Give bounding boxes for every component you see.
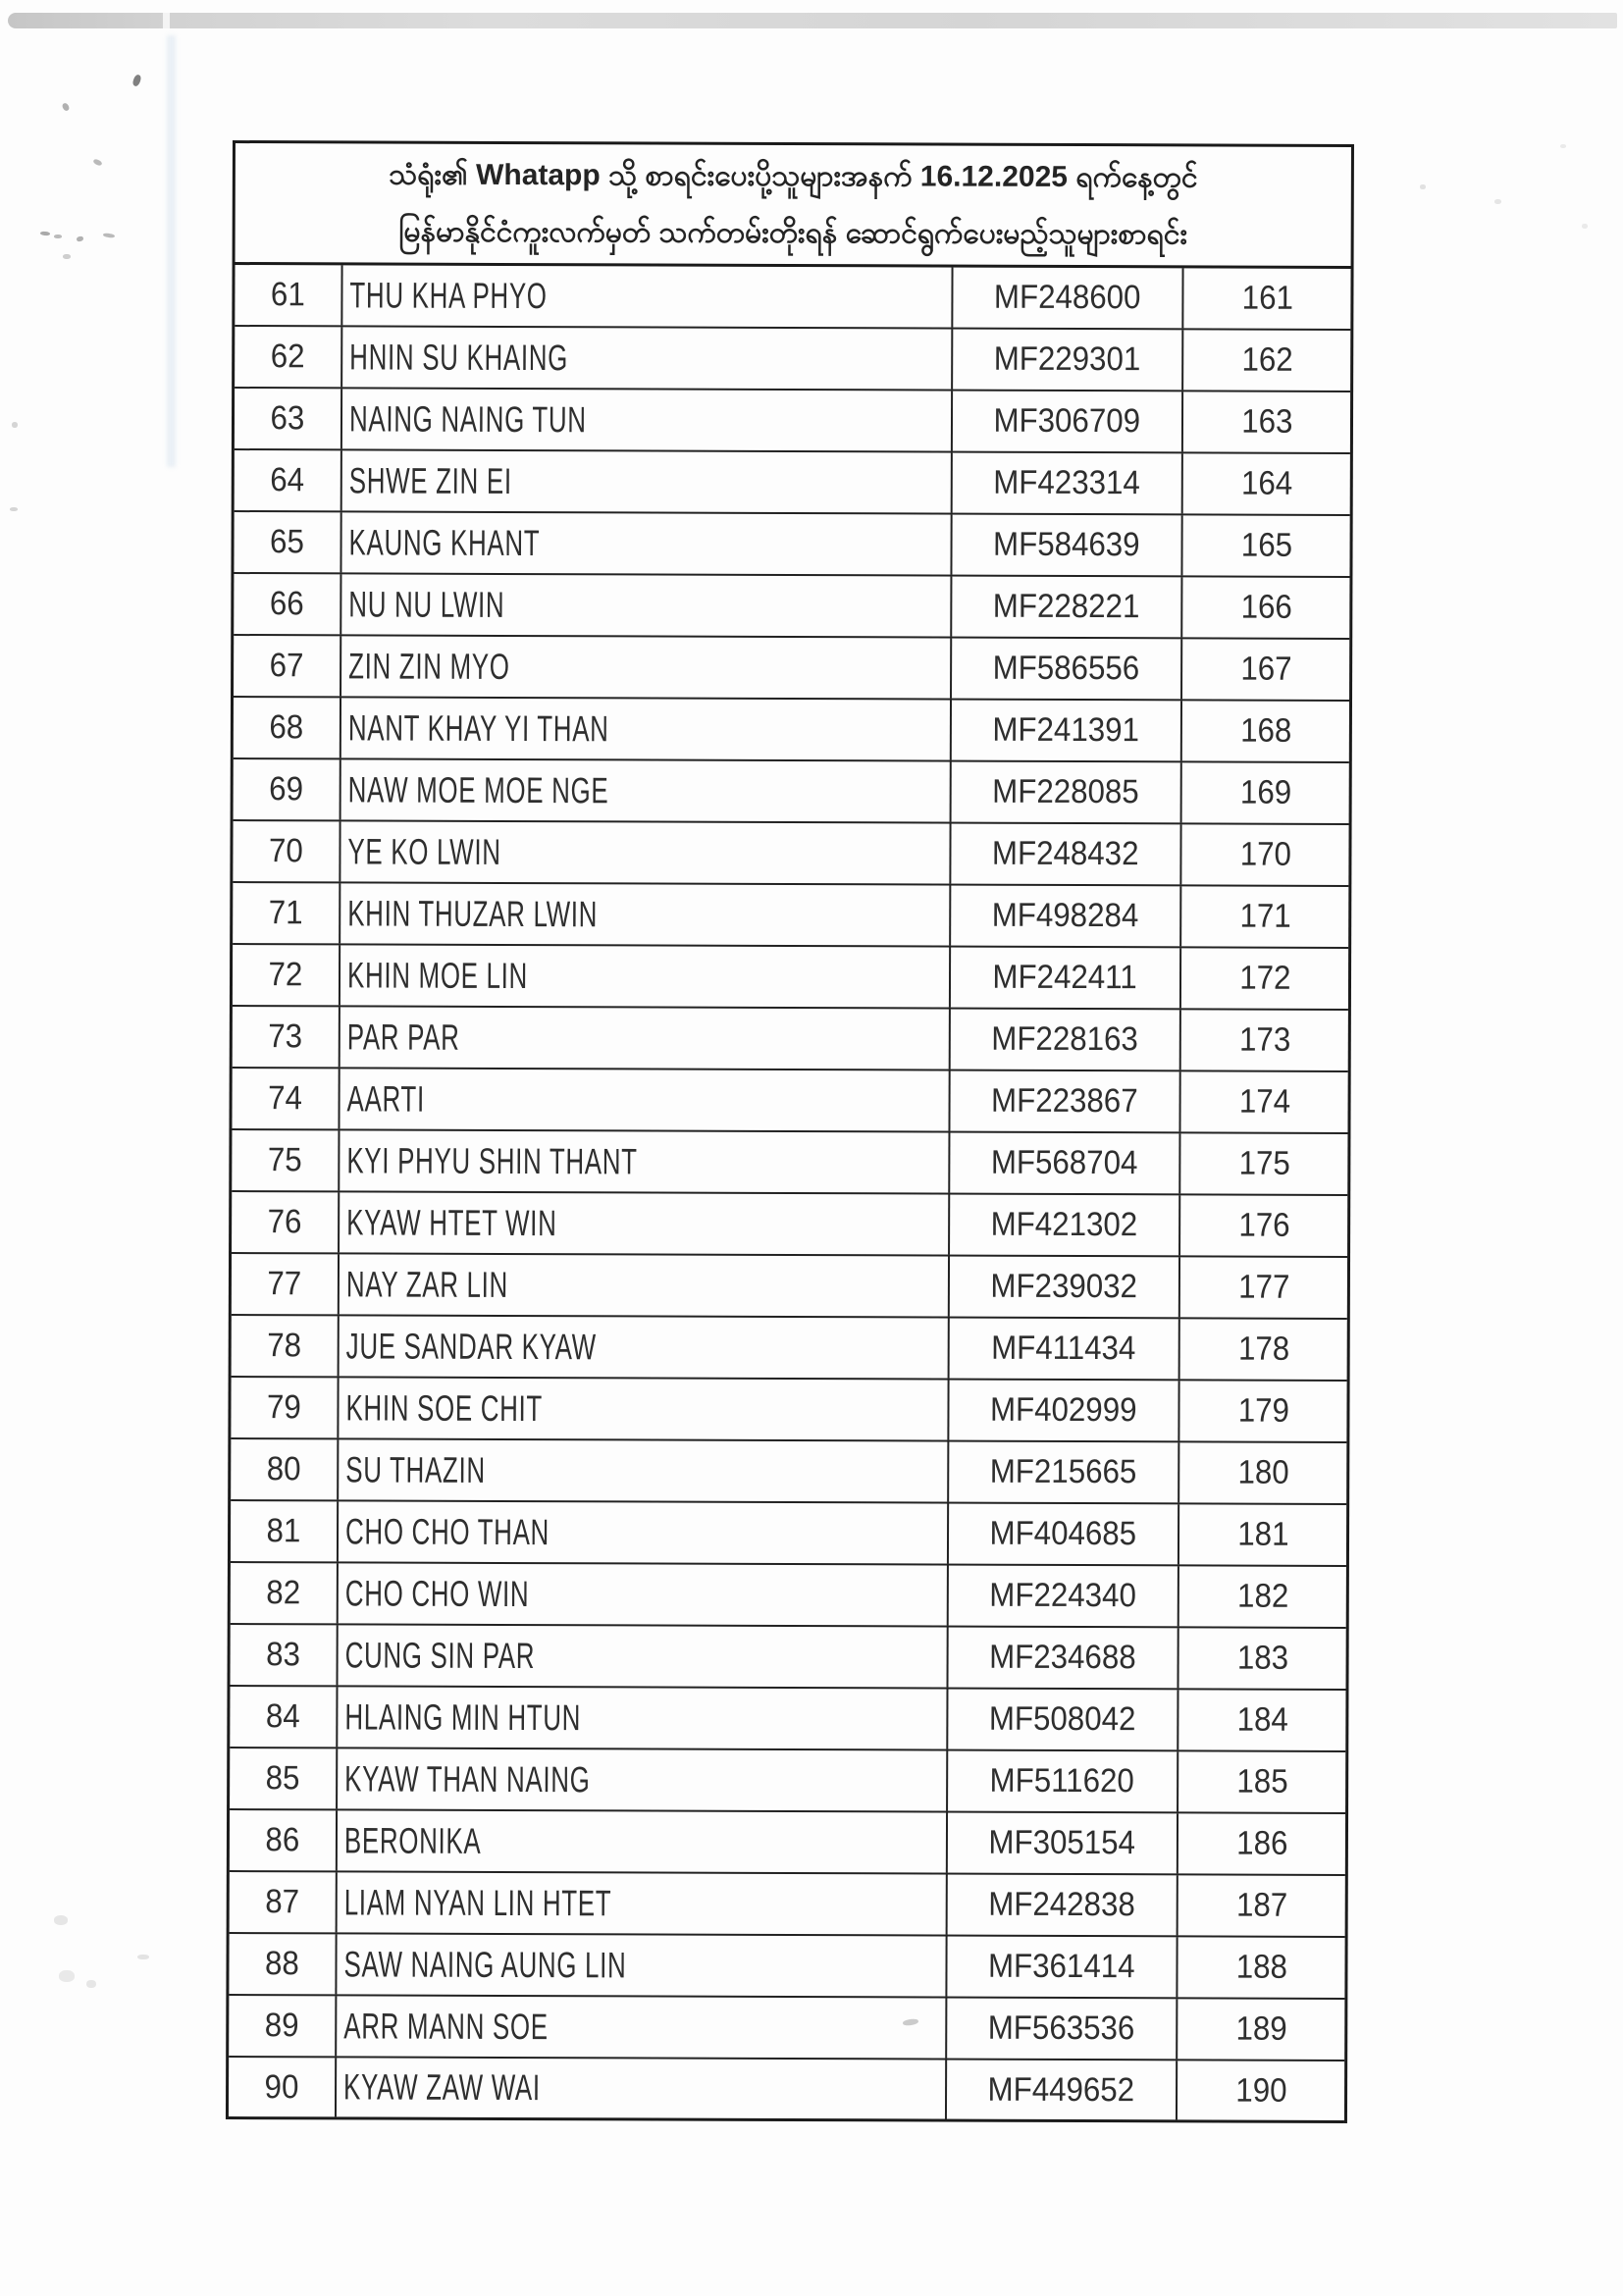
applicant-name: AARTI xyxy=(346,1077,425,1120)
sequence-number: 166 xyxy=(1240,588,1292,626)
applicant-name: KYAW THAN NAING xyxy=(344,1757,591,1800)
row-passport-cell xyxy=(947,1937,1176,1998)
row-number: 62 xyxy=(270,338,305,376)
table-row xyxy=(233,821,1348,887)
passport-number: MF228221 xyxy=(993,587,1140,626)
passport-number: MF584639 xyxy=(993,525,1140,564)
sequence-number: 165 xyxy=(1240,526,1292,564)
applicant-name: KYAW ZAW WAI xyxy=(343,2066,541,2109)
row-sequence-cell xyxy=(1179,1010,1348,1070)
row-passport-cell xyxy=(952,515,1180,576)
row-sequence-cell xyxy=(1178,1257,1347,1318)
row-passport-cell xyxy=(948,1751,1177,1812)
passport-number: MF242411 xyxy=(992,958,1138,997)
scan-artifact xyxy=(63,254,71,259)
row-number-cell xyxy=(230,1687,336,1747)
row-sequence-cell xyxy=(1181,330,1350,391)
row-sequence-cell xyxy=(1180,515,1349,576)
row-name-cell xyxy=(337,1625,949,1687)
row-name-cell xyxy=(338,1254,950,1316)
row-name-cell xyxy=(340,327,953,389)
row-number-cell xyxy=(229,1996,335,2056)
row-sequence-cell xyxy=(1178,1195,1347,1256)
row-sequence-cell xyxy=(1178,1381,1346,1441)
row-passport-cell xyxy=(949,1628,1178,1689)
scan-artifact xyxy=(54,1915,68,1925)
table-row xyxy=(234,512,1349,578)
row-sequence-cell xyxy=(1180,639,1349,700)
row-number: 63 xyxy=(270,399,305,438)
row-number-cell xyxy=(231,1501,337,1561)
sequence-number: 187 xyxy=(1235,1886,1287,1924)
table-row xyxy=(232,1130,1347,1196)
row-number-cell xyxy=(229,1934,335,1994)
scan-artifact xyxy=(1560,144,1566,148)
sequence-number: 173 xyxy=(1238,1020,1290,1059)
scan-artifact xyxy=(1494,199,1501,204)
scan-artifact xyxy=(86,1980,96,1988)
row-number: 65 xyxy=(270,523,305,561)
sequence-number: 189 xyxy=(1235,2009,1287,2048)
scan-artifact xyxy=(12,422,18,428)
passport-number: MF306709 xyxy=(993,401,1141,441)
table-row xyxy=(231,1563,1346,1629)
applicant-name: KHIN SOE CHIT xyxy=(345,1386,544,1429)
row-number: 88 xyxy=(265,1945,299,1983)
applicant-name: THU KHA PHYO xyxy=(349,274,548,316)
sequence-number: 190 xyxy=(1234,2071,1287,2110)
passport-number: MF404685 xyxy=(989,1514,1137,1553)
row-number-cell xyxy=(234,759,340,819)
applicant-name: LIAM NYAN LIN HTET xyxy=(343,1881,612,1923)
row-name-cell xyxy=(340,636,952,698)
row-number: 82 xyxy=(266,1574,301,1612)
row-number: 83 xyxy=(266,1636,301,1674)
row-number: 71 xyxy=(268,894,303,932)
table-row xyxy=(231,1501,1346,1567)
passport-number: MF224340 xyxy=(989,1576,1137,1615)
table-row xyxy=(234,636,1349,702)
row-sequence-cell xyxy=(1178,1319,1347,1380)
table-row xyxy=(230,1687,1345,1752)
row-name-cell xyxy=(336,1810,948,1872)
row-number-cell xyxy=(231,1378,337,1437)
passport-number: MF305154 xyxy=(988,1823,1136,1862)
row-sequence-cell xyxy=(1176,1999,1344,2060)
row-number-cell xyxy=(230,1748,336,1808)
sequence-number: 185 xyxy=(1235,1762,1288,1800)
row-passport-cell xyxy=(950,1319,1178,1380)
row-sequence-cell xyxy=(1178,1071,1347,1132)
row-sequence-cell xyxy=(1178,1566,1346,1627)
row-number: 73 xyxy=(268,1018,303,1056)
row-name-cell xyxy=(338,1316,950,1378)
sequence-number: 176 xyxy=(1237,1206,1290,1244)
row-sequence-cell xyxy=(1180,577,1349,638)
row-number-cell xyxy=(230,1872,336,1932)
passport-number: MF223867 xyxy=(991,1081,1138,1121)
scan-artifact xyxy=(137,1955,149,1959)
sequence-number: 162 xyxy=(1241,340,1293,379)
sequence-number: 183 xyxy=(1236,1639,1288,1677)
row-sequence-cell xyxy=(1180,762,1349,823)
sequence-number: 184 xyxy=(1236,1700,1288,1739)
applicant-name: CHO CHO WIN xyxy=(344,1572,530,1614)
row-number-cell xyxy=(234,512,340,572)
row-name-cell xyxy=(336,1748,948,1810)
passport-number: MF248600 xyxy=(994,278,1141,317)
table-body xyxy=(226,265,1354,2123)
row-number: 66 xyxy=(269,585,304,623)
applicant-name: SHWE ZIN EI xyxy=(348,459,512,501)
row-number-cell xyxy=(235,327,340,387)
passport-number: MF229301 xyxy=(993,339,1141,379)
row-passport-cell xyxy=(950,1195,1178,1256)
row-name-cell xyxy=(340,698,952,759)
row-number-cell xyxy=(232,1069,338,1128)
scan-artifact xyxy=(1420,184,1426,189)
table-row xyxy=(232,1254,1347,1320)
row-name-cell xyxy=(339,883,951,945)
row-sequence-cell xyxy=(1181,453,1350,514)
row-number: 72 xyxy=(268,956,303,994)
row-number: 80 xyxy=(266,1450,301,1488)
row-passport-cell xyxy=(953,268,1181,329)
row-number: 77 xyxy=(267,1265,302,1303)
applicant-name: NANT KHAY YI THAN xyxy=(347,706,609,749)
sequence-number: 170 xyxy=(1239,835,1291,873)
row-passport-cell xyxy=(949,1566,1178,1627)
row-number-cell xyxy=(231,1439,337,1499)
row-passport-cell xyxy=(950,1257,1178,1318)
row-number: 85 xyxy=(265,1759,300,1798)
table-row xyxy=(230,1810,1345,1876)
row-number: 67 xyxy=(269,647,304,685)
scan-artifact xyxy=(131,74,142,87)
scan-artifact xyxy=(40,232,50,236)
row-passport-cell xyxy=(949,1442,1178,1503)
passport-number: MF568704 xyxy=(991,1143,1138,1182)
row-number: 90 xyxy=(264,2067,299,2106)
passport-number: MF361414 xyxy=(988,1947,1135,1986)
row-number-cell xyxy=(233,945,339,1005)
scan-artifact xyxy=(103,233,115,238)
table-row xyxy=(235,389,1350,454)
sequence-number: 171 xyxy=(1239,897,1291,935)
row-passport-cell xyxy=(951,886,1179,947)
row-passport-cell xyxy=(950,1071,1178,1132)
row-name-cell xyxy=(340,389,953,450)
sequence-number: 181 xyxy=(1236,1515,1289,1553)
table-title xyxy=(233,140,1354,269)
row-number: 75 xyxy=(267,1141,302,1179)
sequence-number: 163 xyxy=(1240,402,1293,441)
row-name-cell xyxy=(338,1069,950,1130)
row-number: 69 xyxy=(269,770,304,809)
applicant-name: NAING NAING TUN xyxy=(348,397,587,440)
row-number-cell xyxy=(233,883,339,943)
row-number-cell xyxy=(235,265,340,325)
sequence-number: 174 xyxy=(1238,1082,1290,1121)
row-sequence-cell xyxy=(1177,1628,1345,1689)
table-row xyxy=(235,265,1350,331)
applicant-name: BERONIKA xyxy=(343,1819,482,1861)
row-name-cell xyxy=(335,1934,947,1996)
scan-artifact xyxy=(54,235,62,238)
table-row xyxy=(235,327,1350,392)
table-row xyxy=(232,1316,1347,1382)
row-number-cell xyxy=(232,1254,338,1314)
row-number: 61 xyxy=(270,276,305,314)
table-row xyxy=(235,450,1350,516)
row-passport-cell xyxy=(952,577,1180,638)
applicant-name: HLAING MIN HTUN xyxy=(344,1696,582,1738)
sequence-number: 168 xyxy=(1239,711,1292,750)
row-passport-cell xyxy=(948,1690,1177,1750)
sequence-number: 175 xyxy=(1238,1144,1290,1182)
sequence-number: 179 xyxy=(1237,1391,1289,1430)
row-name-cell xyxy=(337,1439,949,1501)
applicant-name: SAW NAING AUNG LIN xyxy=(343,1943,627,1985)
scan-artifact xyxy=(92,158,102,166)
row-number: 64 xyxy=(270,461,305,499)
passport-number: MF215665 xyxy=(989,1452,1137,1491)
row-passport-cell xyxy=(947,1999,1176,2060)
row-name-cell xyxy=(337,1563,949,1625)
row-name-cell xyxy=(340,265,953,327)
table-row xyxy=(230,1748,1345,1814)
row-number-cell xyxy=(232,1130,338,1190)
passport-number: MF508042 xyxy=(989,1699,1136,1739)
passport-number: MF563536 xyxy=(987,2009,1135,2048)
row-name-cell xyxy=(336,1687,948,1748)
row-sequence-cell xyxy=(1176,2061,1344,2120)
row-name-cell xyxy=(336,1872,948,1934)
row-passport-cell xyxy=(948,1813,1177,1874)
table-row xyxy=(233,945,1348,1011)
scan-artifact xyxy=(76,235,83,242)
row-sequence-cell xyxy=(1176,1937,1344,1998)
row-sequence-cell xyxy=(1181,268,1350,329)
row-name-cell xyxy=(338,1192,950,1254)
applicant-name: JUE SANDAR KYAW xyxy=(345,1325,597,1367)
row-passport-cell xyxy=(947,2061,1176,2120)
table-title-line1: သံရုံး၏ Whatapp သို့ စာရင်းပေးပို့သူများအနက် 16.12.2025 ရက်နေ့တွင် xyxy=(389,158,1198,193)
row-number-cell xyxy=(232,1316,338,1376)
row-number: 87 xyxy=(265,1883,300,1921)
row-passport-cell xyxy=(949,1504,1178,1565)
table-row xyxy=(230,1625,1345,1691)
applicant-name: CUNG SIN PAR xyxy=(344,1634,536,1676)
row-name-cell xyxy=(339,945,951,1007)
passport-number: MF242838 xyxy=(988,1885,1136,1924)
passport-number: MF234688 xyxy=(989,1638,1136,1677)
sequence-number: 186 xyxy=(1235,1824,1288,1862)
table-row xyxy=(234,759,1349,825)
sequence-number: 182 xyxy=(1236,1577,1288,1615)
scan-artifact-vertical-streak xyxy=(167,35,176,467)
row-passport-cell xyxy=(951,948,1179,1009)
row-sequence-cell xyxy=(1177,1875,1345,1936)
applicant-name: YE KO LWIN xyxy=(347,830,501,872)
row-number-cell xyxy=(229,2058,335,2116)
sequence-number: 161 xyxy=(1241,279,1293,317)
row-number: 68 xyxy=(269,708,304,747)
passport-number: MF228085 xyxy=(992,772,1140,811)
table-row xyxy=(230,1872,1345,1938)
row-number-cell xyxy=(231,1625,337,1685)
table-row xyxy=(232,1069,1347,1134)
passport-number: MF498284 xyxy=(991,896,1139,935)
row-number: 74 xyxy=(268,1079,303,1118)
applicant-name: ARR MANN SOE xyxy=(343,2005,549,2047)
applicant-name: KHIN MOE LIN xyxy=(346,954,529,996)
sequence-number: 177 xyxy=(1237,1268,1290,1306)
row-number: 76 xyxy=(267,1203,302,1241)
applicant-name: NAW MOE MOE NGE xyxy=(347,768,609,810)
row-number: 86 xyxy=(265,1821,300,1859)
passport-number: MF421302 xyxy=(990,1205,1138,1244)
row-sequence-cell xyxy=(1179,824,1348,885)
row-sequence-cell xyxy=(1178,1133,1347,1194)
passport-number: MF423314 xyxy=(993,463,1141,502)
sequence-number: 178 xyxy=(1237,1330,1289,1368)
row-passport-cell xyxy=(953,391,1181,452)
row-passport-cell xyxy=(951,824,1179,885)
applicant-name: HNIN SU KHAING xyxy=(349,336,569,378)
passport-number: MF586556 xyxy=(992,649,1140,688)
row-passport-cell xyxy=(948,1875,1177,1936)
row-number: 81 xyxy=(266,1512,301,1550)
row-passport-cell xyxy=(953,453,1181,514)
row-sequence-cell xyxy=(1177,1690,1345,1750)
row-number-cell xyxy=(233,821,339,881)
row-number-cell xyxy=(232,1192,338,1252)
passport-number: MF402999 xyxy=(990,1390,1137,1430)
row-number-cell xyxy=(231,1563,337,1623)
applicant-name: KAUNG KHANT xyxy=(348,521,541,563)
row-sequence-cell xyxy=(1177,1751,1345,1812)
row-passport-cell xyxy=(951,1010,1179,1070)
scan-artifact xyxy=(1582,224,1588,229)
applicant-name: NU NU LWIN xyxy=(348,583,505,625)
row-name-cell xyxy=(340,450,953,512)
row-passport-cell xyxy=(950,1133,1178,1194)
table-row xyxy=(231,1378,1346,1443)
row-number-cell xyxy=(233,1007,339,1067)
table-row xyxy=(229,1996,1344,2061)
table-row xyxy=(232,1192,1347,1258)
passport-number: MF411434 xyxy=(991,1329,1136,1368)
row-number: 84 xyxy=(265,1697,300,1736)
sequence-number: 172 xyxy=(1238,959,1291,997)
row-name-cell xyxy=(338,1130,950,1192)
row-sequence-cell xyxy=(1180,701,1349,761)
row-passport-cell xyxy=(953,330,1181,391)
row-name-cell xyxy=(337,1501,949,1563)
row-passport-cell xyxy=(952,701,1180,761)
passport-number: MF239032 xyxy=(990,1267,1138,1306)
row-sequence-cell xyxy=(1181,391,1350,452)
table-row xyxy=(233,883,1348,949)
applicant-name: PAR PAR xyxy=(346,1016,460,1058)
row-name-cell xyxy=(340,759,952,821)
applicant-name: ZIN ZIN MYO xyxy=(348,645,510,687)
passport-number: MF241391 xyxy=(992,710,1140,750)
applicant-name: CHO CHO THAN xyxy=(344,1510,550,1552)
row-number-cell xyxy=(235,450,340,510)
row-number: 89 xyxy=(264,2007,299,2045)
row-sequence-cell xyxy=(1177,1813,1345,1874)
row-number: 78 xyxy=(267,1327,302,1365)
table-row xyxy=(234,698,1349,763)
scan-artifact-top-band xyxy=(8,13,1617,28)
row-sequence-cell xyxy=(1178,1442,1346,1503)
applicant-name: KHIN THUZAR LWIN xyxy=(347,892,599,934)
row-passport-cell xyxy=(949,1381,1178,1441)
applicant-name: KYI PHYU SHIN THANT xyxy=(346,1139,638,1181)
row-sequence-cell xyxy=(1178,1504,1346,1565)
table-row xyxy=(229,1934,1344,2000)
row-name-cell xyxy=(339,1007,951,1069)
table-row xyxy=(234,574,1349,640)
scan-artifact xyxy=(61,102,70,112)
scan-artifact xyxy=(59,1970,75,1982)
row-name-cell xyxy=(335,1996,947,2058)
table-row xyxy=(233,1007,1348,1072)
row-name-cell xyxy=(335,2058,947,2118)
table-title-line2: မြန်မာနိုင်ငံကူးလက်မှတ် သက်တမ်းတိုးရန် ဆောင်ရွက်ပေးမည့်သူများစာရင်း xyxy=(398,215,1188,250)
row-number: 79 xyxy=(267,1388,301,1427)
row-number: 70 xyxy=(268,832,303,870)
row-sequence-cell xyxy=(1179,948,1348,1009)
row-number-cell xyxy=(234,636,340,696)
row-sequence-cell xyxy=(1179,886,1348,947)
passport-renewal-table xyxy=(226,140,1354,2123)
table-row xyxy=(231,1439,1346,1505)
row-name-cell xyxy=(340,512,952,574)
row-name-cell xyxy=(337,1378,949,1439)
sequence-number: 167 xyxy=(1239,650,1292,688)
sequence-number: 180 xyxy=(1237,1453,1289,1491)
row-passport-cell xyxy=(952,639,1180,700)
row-name-cell xyxy=(340,574,952,636)
applicant-name: SU THAZIN xyxy=(345,1448,486,1490)
passport-number: MF449652 xyxy=(987,2070,1135,2109)
table-row xyxy=(229,2058,1344,2123)
passport-number: MF511620 xyxy=(989,1761,1135,1800)
sequence-number: 164 xyxy=(1240,464,1292,502)
sequence-number: 169 xyxy=(1239,773,1291,811)
row-passport-cell xyxy=(952,762,1180,823)
passport-number: MF248432 xyxy=(992,834,1139,873)
row-number-cell xyxy=(234,698,340,757)
applicant-name: KYAW HTET WIN xyxy=(346,1201,557,1243)
row-number-cell xyxy=(235,389,340,448)
row-number-cell xyxy=(234,574,340,634)
scan-artifact xyxy=(10,507,18,511)
applicant-name: NAY ZAR LIN xyxy=(345,1263,509,1305)
row-number-cell xyxy=(230,1810,336,1870)
row-name-cell xyxy=(339,821,951,883)
sequence-number: 188 xyxy=(1235,1948,1287,1986)
passport-number: MF228163 xyxy=(991,1019,1139,1059)
